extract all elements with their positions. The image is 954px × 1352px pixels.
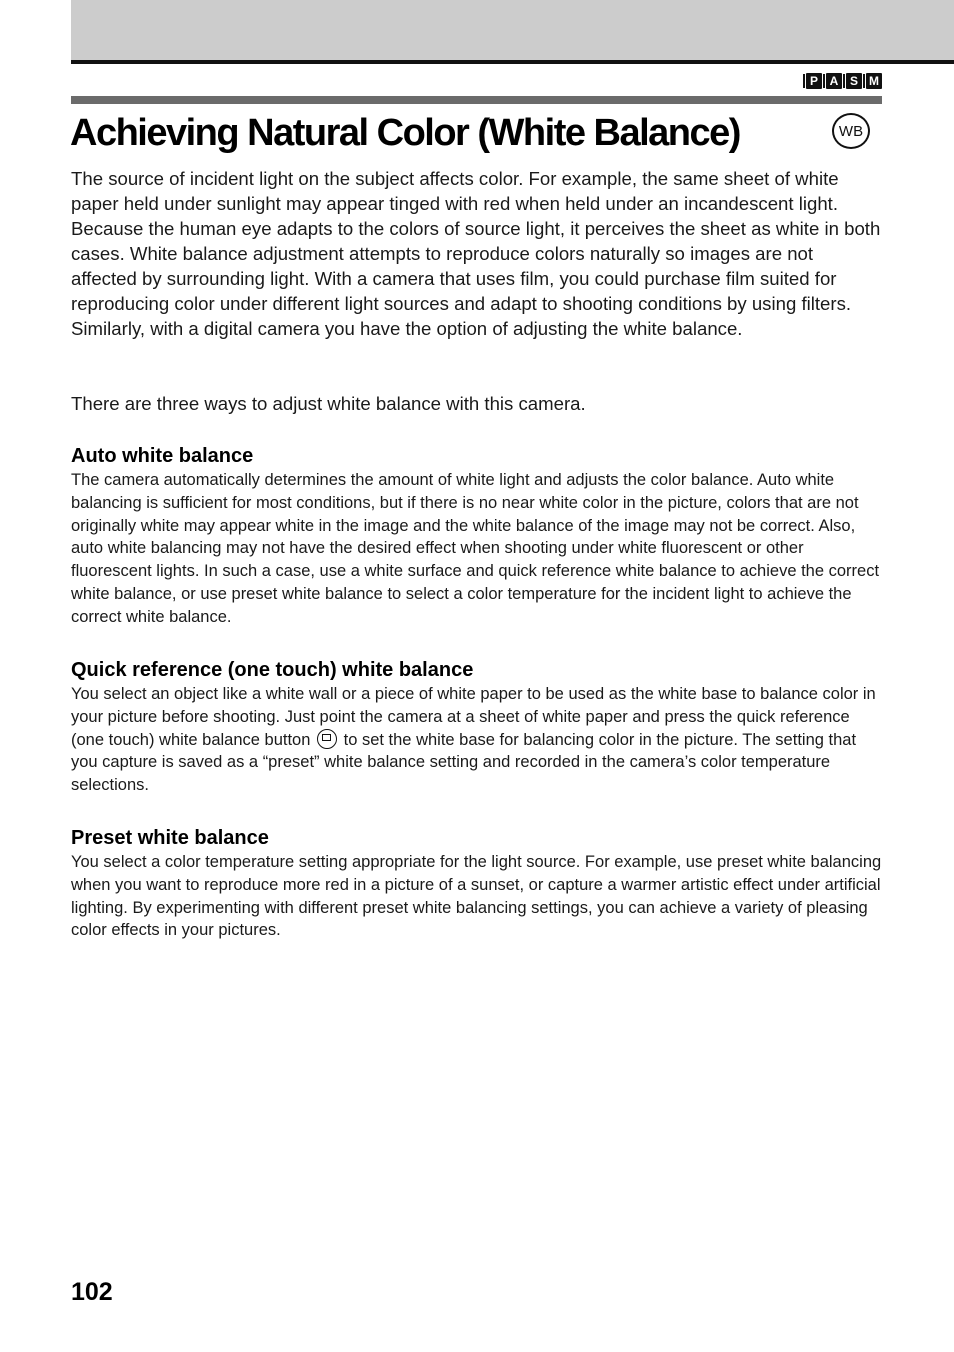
section-body: You select a color temperature setting appropriate for the light source. For example, use preset white balancing when you want to reproduce more red in a picture of a sunset, or capture a warmer artistic effect under artificial lighting. By experimenting with different preset white balancing settings, you can achieve a variety of pleasing color effects in your pictures. [71, 853, 882, 940]
section-heading: Auto white balance [71, 445, 254, 467]
section-body: The camera automatically determines the amount of white light and adjusts the color balance. Auto white balancing is sufficient for most conditions, but if there is no near white color in the picture, colors that are not originally white may appear white in the image and the white balance of the image may not be correct. Also, auto white balancing may not have the desired effect when shooting under white fluorescent or other fluorescent lights. In such a case, use a white surface and quick reference white balance to achieve the correct white balance, or use preset white balance to select a color temperature for the incident light to achieve the correct white balance. [71, 471, 880, 626]
section-body-start: You select an object like a white wall or a piece of white paper to be used as the white base to balance color in your picture before shooting. Just point the camera at a sheet of white paper and press the quick reference (one touch) white balance button [71, 685, 876, 749]
header-rule [71, 60, 954, 64]
page-number: 102 [71, 1278, 113, 1306]
mode-m-icon: M [866, 73, 882, 89]
mode-s-icon: S [846, 73, 862, 89]
header-band [71, 0, 954, 60]
section-quick-reference-white-balance [71, 657, 883, 797]
intro-summary: There are three ways to adjust white balance with this camera. [71, 393, 586, 414]
page-title: Achieving Natural Color (White Balance) [70, 112, 740, 154]
section-body-end: to set the white base for balancing color in the picture. The setting that you capture is saved as a “preset” white balance setting and recorded in the camera’s color temperature selections. [71, 730, 857, 795]
section-preset-white-balance [71, 825, 883, 942]
intro-paragraph: The source of incident light on the subject affects color. For example, the same sheet of white paper held under sunlight may appear tinged with red when held under an incandescent light. Because the human eye adapts to the colors of source light, it perceives the sheet as white in both cases. White balance adjustment attempts to reproduce colors naturally so images are not affected by surrounding light. With a camera that uses film, you could purchase film suited for reproducing color under different light sources and adapt to shooting conditions by using filters. Similarly, with a digital camera you have the option of adjusting the white balance. [71, 168, 881, 339]
one-touch-wb-button-icon [317, 729, 337, 749]
white-balance-icon: WB [832, 113, 870, 149]
title-rule [71, 96, 882, 104]
mode-p-icon: P [806, 73, 822, 89]
mode-a-icon: A [826, 73, 842, 89]
exposure-mode-icons [806, 73, 882, 89]
section-heading: Preset white balance [71, 827, 269, 849]
section-auto-white-balance [71, 443, 883, 629]
section-heading: Quick reference (one touch) white balance [71, 659, 474, 681]
section-body [71, 683, 883, 797]
